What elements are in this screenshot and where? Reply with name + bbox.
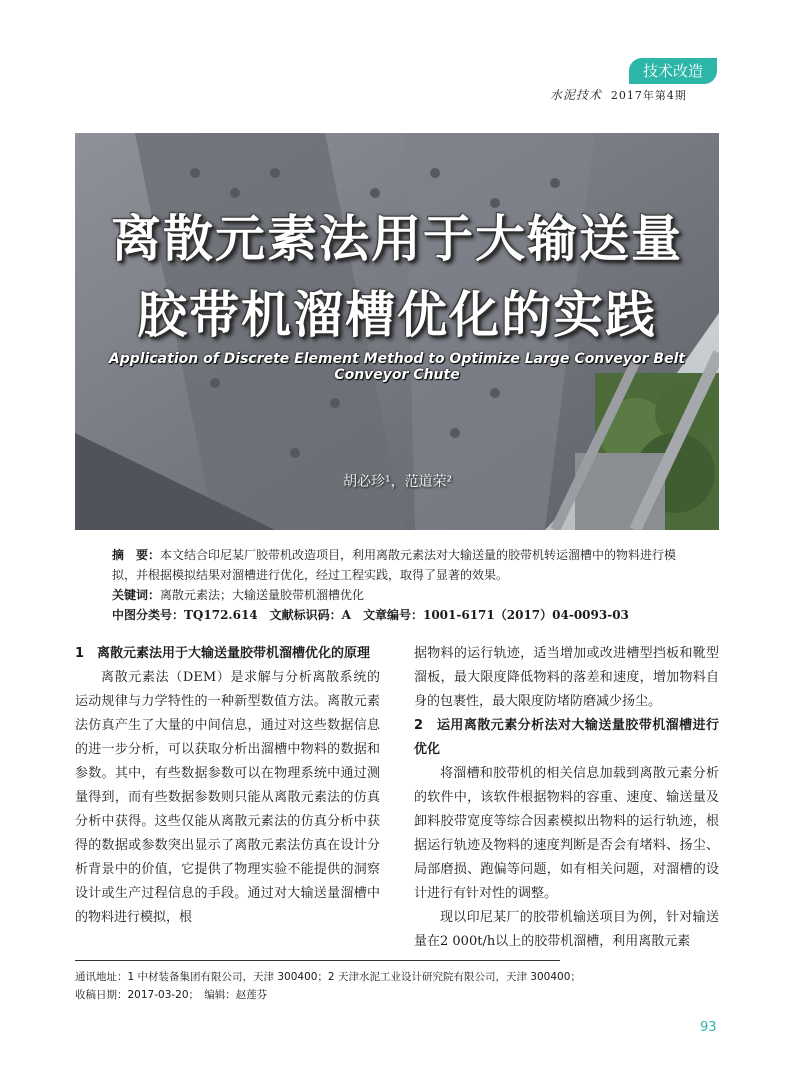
footnote-address: 通讯地址：1 中材装备集团有限公司，天津 300400；2 天津水泥工业设计研究院有限公司，天津 300400； <box>75 971 581 983</box>
keywords-line <box>112 585 692 605</box>
abstract-block <box>112 545 692 625</box>
left-column <box>75 642 380 930</box>
section-tag: 技术改造 <box>629 58 717 84</box>
keywords-text: 离散元素法；大输送量胶带机溜槽优化 <box>160 588 365 602</box>
authors: 胡必珍¹，范道荣² <box>343 474 453 490</box>
journal-header <box>550 86 687 103</box>
title-english: Application of Discrete Element Method to Optimize Large Conveyor Belt Conveyor Chute <box>108 351 686 383</box>
section-2-paragraph-1: 将溜槽和胶带机的相关信息加载到离散元素分析的软件中，该软件根据物料的容重、速度、输送量及卸料胶带宽度等综合因素模拟出物料的运行轨迹，根据运行轨迹及物料的速度判断是否会有堵料、扬尘、局部磨损、跑偏等问题，如有相关问题，对溜槽的设计进行有针对性的调整。 <box>414 766 719 901</box>
section-2-heading: 2 运用离散元素分析法对大输送量胶带机溜槽进行优化 <box>414 718 719 757</box>
footnote-received: 收稿日期：2017-03-20； 编辑：赵莲芬 <box>75 989 268 1001</box>
abstract-text: 本文结合印尼某厂胶带机改造项目，利用离散元素法对大输送量的胶带机转运溜槽中的物料进行模拟，并根据模拟结果对溜槽进行优化，经过工程实践，取得了显著的效果。 <box>112 548 677 582</box>
abstract-label: 摘 要： <box>112 548 161 562</box>
journal-issue: 2017年第4期 <box>610 89 687 102</box>
classification-line: 中图分类号：TQ172.614 文献标识码：A 文章编号：1001-6171（2017）04-0093-03 <box>112 608 629 622</box>
section-1-paragraph: 离散元素法（DEM）是求解与分析离散系统的运动规律与力学特性的一种新型数值方法。离散元素法仿真产生了大量的中间信息，通过对这些数据信息的进一步分析，可以获取分析出溜槽中物料的数据和参数。其中，有些数据参数可以在物理系统中通过测量得到，而有些数据参数则只能从离散元素法的仿真分析中获得。这些仅能从离散元素法的仿真分析中获得的数据或参数突出显示了离散元素法仿真在设计分析背景中的价值，它提供了物理实验不能提供的洞察设计或生产过程信息的手段。通过对大输送量溜槽中的物料进行模拟，根 <box>75 670 380 925</box>
footnote-divider <box>75 960 560 961</box>
right-column <box>414 642 719 954</box>
section-2-paragraph-2: 现以印尼某厂的胶带机输送项目为例，针对输送量在2 000t/h以上的胶带机溜槽，利用离散元素 <box>414 910 719 949</box>
title-line-2: 胶带机溜槽优化的实践 <box>137 286 657 344</box>
footnote <box>75 968 581 1004</box>
title-line-1: 离散元素法用于大输送量 <box>111 210 683 268</box>
section-1-continuation: 据物料的运行轨迹，适当增加或改进槽型挡板和靴型溜板，最大限度降低物料的落差和速度，增加物料自身的包裹性，最大限度防堵防磨减少扬尘。 <box>414 646 719 709</box>
abstract-paragraph <box>112 545 692 585</box>
keywords-label: 关键词： <box>112 588 161 602</box>
section-1-heading: 1 离散元素法用于大输送量胶带机溜槽优化的原理 <box>75 646 371 661</box>
hero-image <box>75 133 719 530</box>
journal-name: 水泥技术 <box>550 88 603 102</box>
page-number: 93 <box>700 1020 717 1035</box>
